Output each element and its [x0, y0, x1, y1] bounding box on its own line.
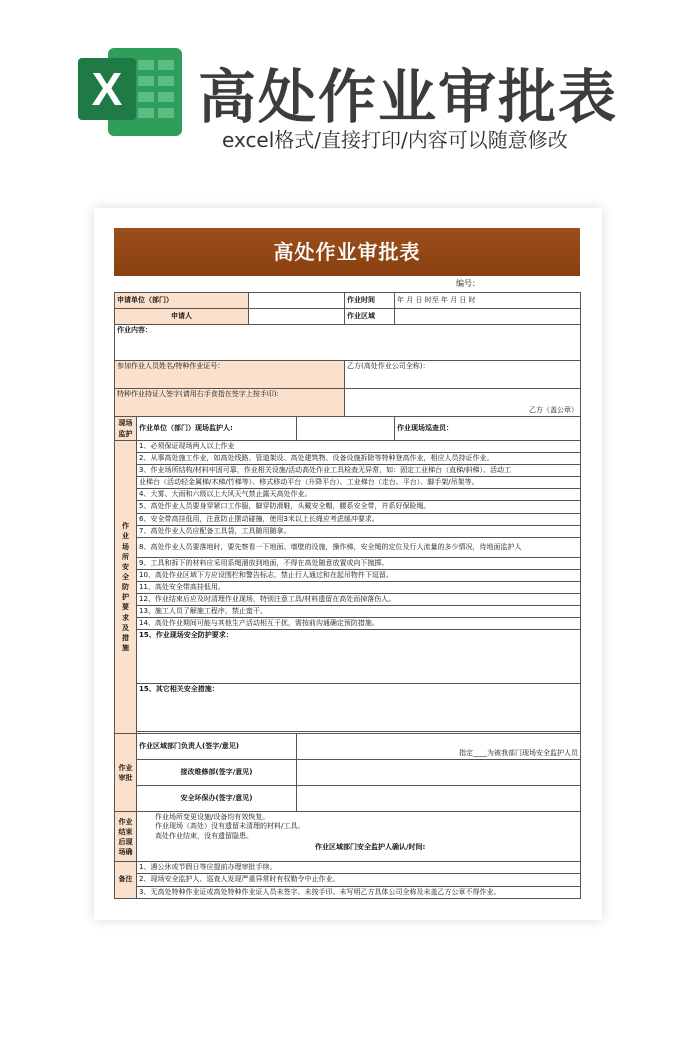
safety-item: 13、施工人员了解施工程序，禁止蛮干。 — [137, 606, 581, 618]
applicant-value[interactable] — [249, 309, 345, 325]
page-title: 高处作业审批表 — [198, 63, 619, 131]
safety-item: 2、从事高处施工作业，如高处线路、管道架设、高处建筑物、设备设施拆除等特种登高作业，相应人员持证作业。 — [137, 453, 581, 465]
closing-item: 作业现场（高处）没有遗留未清理的材料/工具。 — [155, 822, 305, 831]
safety-item: 14、高处作业期间可能与其他生产活动相互干扰，需按前沟通确定预防措施。 — [137, 618, 581, 630]
page-subtitle: excel格式/直接打印/内容可以随意修改 — [222, 128, 568, 152]
site-safety-requirements-field[interactable]: 15、作业现场安全防护要求： — [137, 630, 581, 684]
closing-item: 作业场所变更设施/设备均有效恢复。 — [155, 813, 270, 822]
work-area-label: 作业区域 — [345, 309, 395, 325]
safety-item: 12、作业结束后应及时清理作业现场，特别注意工具/材料遗留在高处而掉落伤人。 — [137, 594, 581, 606]
other-safety-measures-field[interactable]: 15、其它相关安全措施： — [137, 684, 581, 732]
closing-confirm-signature[interactable]: 作业区域部门安全监护人确认/时间: — [315, 842, 426, 851]
designate-note[interactable]: 指定____为被我部门现场安全监护人员 — [297, 734, 581, 760]
applicant-unit-label: 申请单位（部门） — [115, 293, 249, 309]
remark-item: 1、遇公休或节假日等应提前办理审批手续。 — [137, 862, 581, 874]
maintenance-label: 接改维修部(签字/意见) — [137, 760, 297, 786]
remark-item: 2、现场安全监护人、巡查人发现严重异常时有权勒令中止作业。 — [137, 874, 581, 886]
party-b-field[interactable]: 乙方(高处作业公司全称)： — [345, 361, 581, 389]
cert-sign-field[interactable]: 特种作业持证人签字(请用右手食指在签字上按手印): — [115, 389, 345, 417]
party-b-seal: 乙方（盖公章） — [345, 389, 581, 417]
approval-section-label: 作业审批 — [115, 734, 137, 812]
safety-item: 4、大雾、大雨和六级以上大风天气禁止露天高处作业。 — [137, 489, 581, 501]
maintenance-value[interactable] — [297, 760, 581, 786]
env-office-label: 安全环保办(签字/意见) — [137, 786, 297, 812]
safety-section-label: 作业场所安全防护要求及措施 — [115, 441, 137, 734]
remark-item: 3、无高处特种作业证或高处特种作业证人员未签字、未按手印、未写明乙方具体公司全称及未盖乙方公章不得作业。 — [137, 886, 581, 898]
work-content-field[interactable]: 作业内容： — [115, 325, 581, 361]
site-supervisor-value[interactable] — [297, 417, 395, 441]
safety-item: 业梯台（活动轻金属梯/木梯/竹梯等）、移式移动平台（升降平台）、工业梯台（走台、平台）、脚手架/吊架等。 — [137, 477, 581, 489]
serial-label: 编号： — [456, 279, 480, 288]
work-area-value[interactable] — [395, 309, 581, 325]
page-header — [0, 0, 700, 200]
work-time-label: 作业时间 — [345, 293, 395, 309]
excel-icon — [78, 40, 182, 144]
safety-item: 10、高处作业区域下方应设围栏和警告标志，禁止行人通过和在起吊物件下逗留。 — [137, 569, 581, 581]
area-manager-label: 作业区域部门负责人(签字/意见) — [137, 734, 297, 760]
remarks-label: 备注 — [115, 862, 137, 898]
work-time-value[interactable]: 年 月 日 时至 年 月 日 时 — [395, 293, 581, 309]
approval-form — [114, 228, 580, 899]
safety-item: 3、作业场所结构/材料牢固可靠，作业相关设施/活动高处作业工具检查无异常，如：固定工业梯台（直梯/斜梯）、活动工 — [137, 465, 581, 477]
safety-item: 9、工具和拆下的材料应采用系绳溜放到地面，不得在高处随意放置或向下抛掷。 — [137, 557, 581, 569]
safety-item: 6、安全带高挂低用，注意防止摆动碰撞，使用3米以上长绳应考虑缓冲要求。 — [137, 513, 581, 525]
site-supervisor-label: 作业单位（部门）现场监护人: — [137, 417, 297, 441]
form-banner: 高处作业审批表 — [114, 228, 580, 276]
participants-field[interactable]: 参加作业人员姓名/特种作业证号： — [115, 361, 345, 389]
safety-item: 1、必须保证现场两人以上作业 — [137, 441, 581, 453]
env-office-value[interactable] — [297, 786, 581, 812]
form-table — [114, 292, 581, 899]
applicant-unit-value[interactable] — [249, 293, 345, 309]
document-card — [94, 208, 602, 920]
site-inspector-label: 作业现场巡查员： — [395, 417, 581, 441]
safety-item: 8、高处作业人员要落地时，要先察看一下地面、墙壁的设施，操作梯，安全绳的定位及行人流量的多少情况，待地面监护人 — [137, 537, 581, 557]
excel-icon-letter: X — [78, 58, 136, 120]
safety-item: 7、高处作业人员应配备工具袋，工具随用随拿。 — [137, 525, 581, 537]
safety-item: 5、高处作业人员要身穿紧口工作服，脚穿防滑鞋，头戴安全帽，腰系安全带，并系好保险绳。 — [137, 501, 581, 513]
applicant-label: 申请人 — [115, 309, 249, 325]
closing-confirmation — [137, 812, 581, 862]
closing-section-label: 作业结束后现场确 — [115, 812, 137, 862]
safety-item: 11、高处安全带高挂低用。 — [137, 581, 581, 593]
closing-item: 高处作业结束，没有遗留隐患。 — [155, 831, 253, 840]
site-supervise-label: 现场监护 — [115, 417, 137, 441]
